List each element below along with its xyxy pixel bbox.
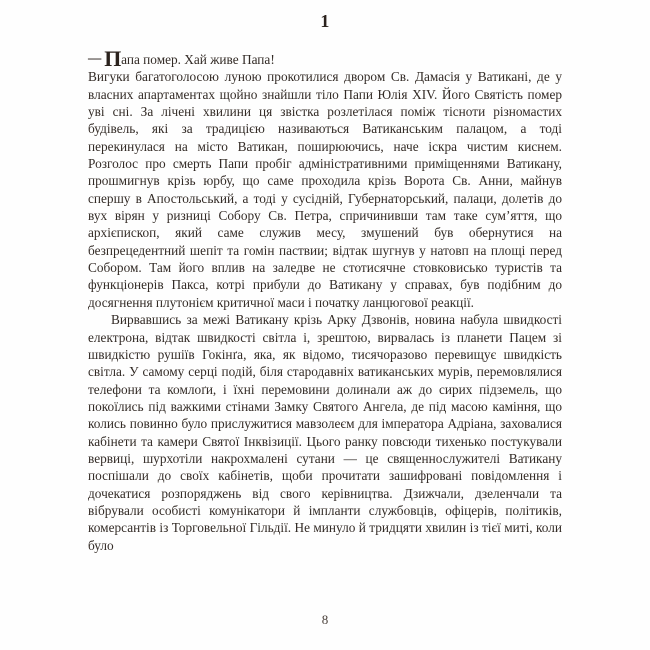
opening-line — [88, 46, 562, 71]
body-text — [88, 48, 562, 554]
em-dash: — — [88, 50, 102, 65]
page-number: 8 — [321, 612, 329, 627]
opening-line-text: апа помер. Хай живе Папа! — [121, 52, 275, 67]
paragraph-1: Вигуки багатоголосою луною прокотилися двором Св. Дамасія у Ватикані, де у власних апартаментах щойно знайшли тіло Папи Юлія XIV. Його Святість помер уві сні. За лічені хвилини ця звістка розлетілася поміж тісноти різномастих будівель, які за традицією називаються Ватиканським палацом, а тоді перекинулася на місто Ватикан, поширюючись, наче іскра чистим киснем. Розголос про смерть Папи пробіг адміністративними приміщеннями Ватикану, прошмигнув крізь юрбу, що саме проходила крізь Ворота Св. Анни, майнув спершу в Апостольський, а тоді у сусідній, Губернаторський, палаци, долетів до вух вірян у ризниці Собору Св. Петра, спричинивши там таке сум’яття, що архієпископ, який саме служив месу, змушений був обернутися на безпрецедентний шепіт та гомін паствии; відтак шугнув у натовп на площі перед Собором. Там його вплив на заледве не стотисячне стовковисько туристів та функціонерів Пакса, котрі прибули до Ватикану у справах, був подібним до досягнення плутонієм критичної маси і початку ланцюгової реакції. — [88, 69, 562, 310]
drop-cap: П — [104, 46, 122, 71]
chapter-number: 1 — [320, 11, 330, 31]
paragraph-2: Вирвавшись за межі Ватикану крізь Арку Дзвонів, новина набула швидкості електрона, відтак швидкості світла і, зрештою, вирвалась із планети Пацем зі швидкістю рушіїв Гокінґа, яка, як відомо, тисячоразово перевищує швидкість світла. У самому серці подій, біля стародавніх ватиканських мурів, перемовлялися телефони та комлоґи, і їхні перемовини долинали аж до сирих підземель, що покоїлись під важкими стінами Замку Святого Ангела, де під масою каміння, що колись повинно було прислужитися мавзолеєм для імператора Адріана, заховалися кабінети та камери Святої Інквізиції. Цього ранку повсюди тихенько постукували вервиці, шурхотіли накрохмалені сутани — це священнослужителі Ватикану поспішали до своїх кабінетів, щоби прочитати зашифровані повідомлення і дочекатися розпоряджень від свого керівництва. Дзижчали, дзеленчали та вібрували особисті комунікатори й імпланти службовців, офіцерів, політиків, комерсантів із Торговельної Гільдії. Не минуло й тридцяти хвилин із тієї миті, коли було — [88, 312, 562, 553]
